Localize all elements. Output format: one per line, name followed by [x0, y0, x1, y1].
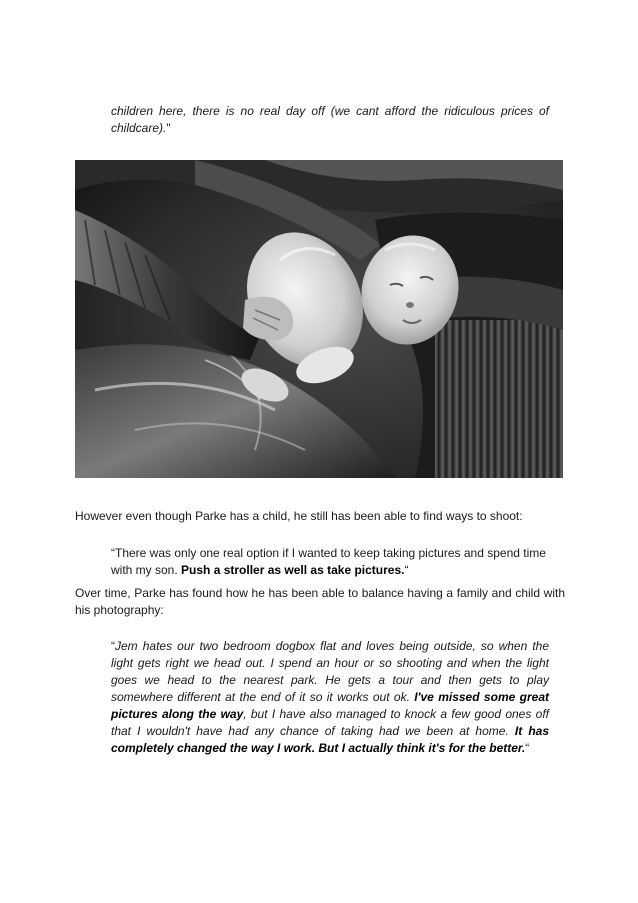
quote-two-closing: “ [525, 741, 530, 755]
quote-one-text: “There was only one real option if I wanted to keep taking pictures and spend time with my son. [111, 546, 546, 577]
baby-bath-photo [75, 160, 563, 478]
quote-two-bold-a: I've missed some great pictures along the way [111, 690, 549, 721]
quote-one-bold: Push a stroller as well as take pictures. [181, 563, 405, 577]
quote-one-closing: “ [404, 563, 409, 577]
paragraph-middle: Over time, Parke has found how he has been able to balance having a family and child with his photography: [75, 586, 565, 617]
paragraph-intro: However even though Parke has a child, he still has been able to find ways to shoot: [75, 509, 523, 523]
quote-block-one [111, 545, 549, 579]
paragraph-continued-quote [111, 103, 549, 137]
photo-image [75, 160, 563, 478]
quote-two-text-b: , but I have also managed to knock a few good ones off that I wouldn't have had any chance of taking had we been at home. [111, 707, 549, 738]
quote-two-text-a: Jem hates our two bedroom dogbox flat and loves being outside, so when the light gets right we head out. I spend an hour or so shooting and when the light goes we head to the nearest park. He gets a tour and then gets to play somewhere different at the end of it so it works out ok. [111, 639, 549, 704]
quote-two-bold-b: It has completely changed the way I work. But I actually think it's for the better. [111, 724, 549, 755]
closing-quote: " [166, 121, 171, 135]
quote-two-open: “ [111, 639, 115, 653]
quote-block-two [111, 638, 549, 757]
continued-quote-text: children here, there is no real day off (we cant afford the ridiculous prices of childcare). [111, 104, 549, 135]
